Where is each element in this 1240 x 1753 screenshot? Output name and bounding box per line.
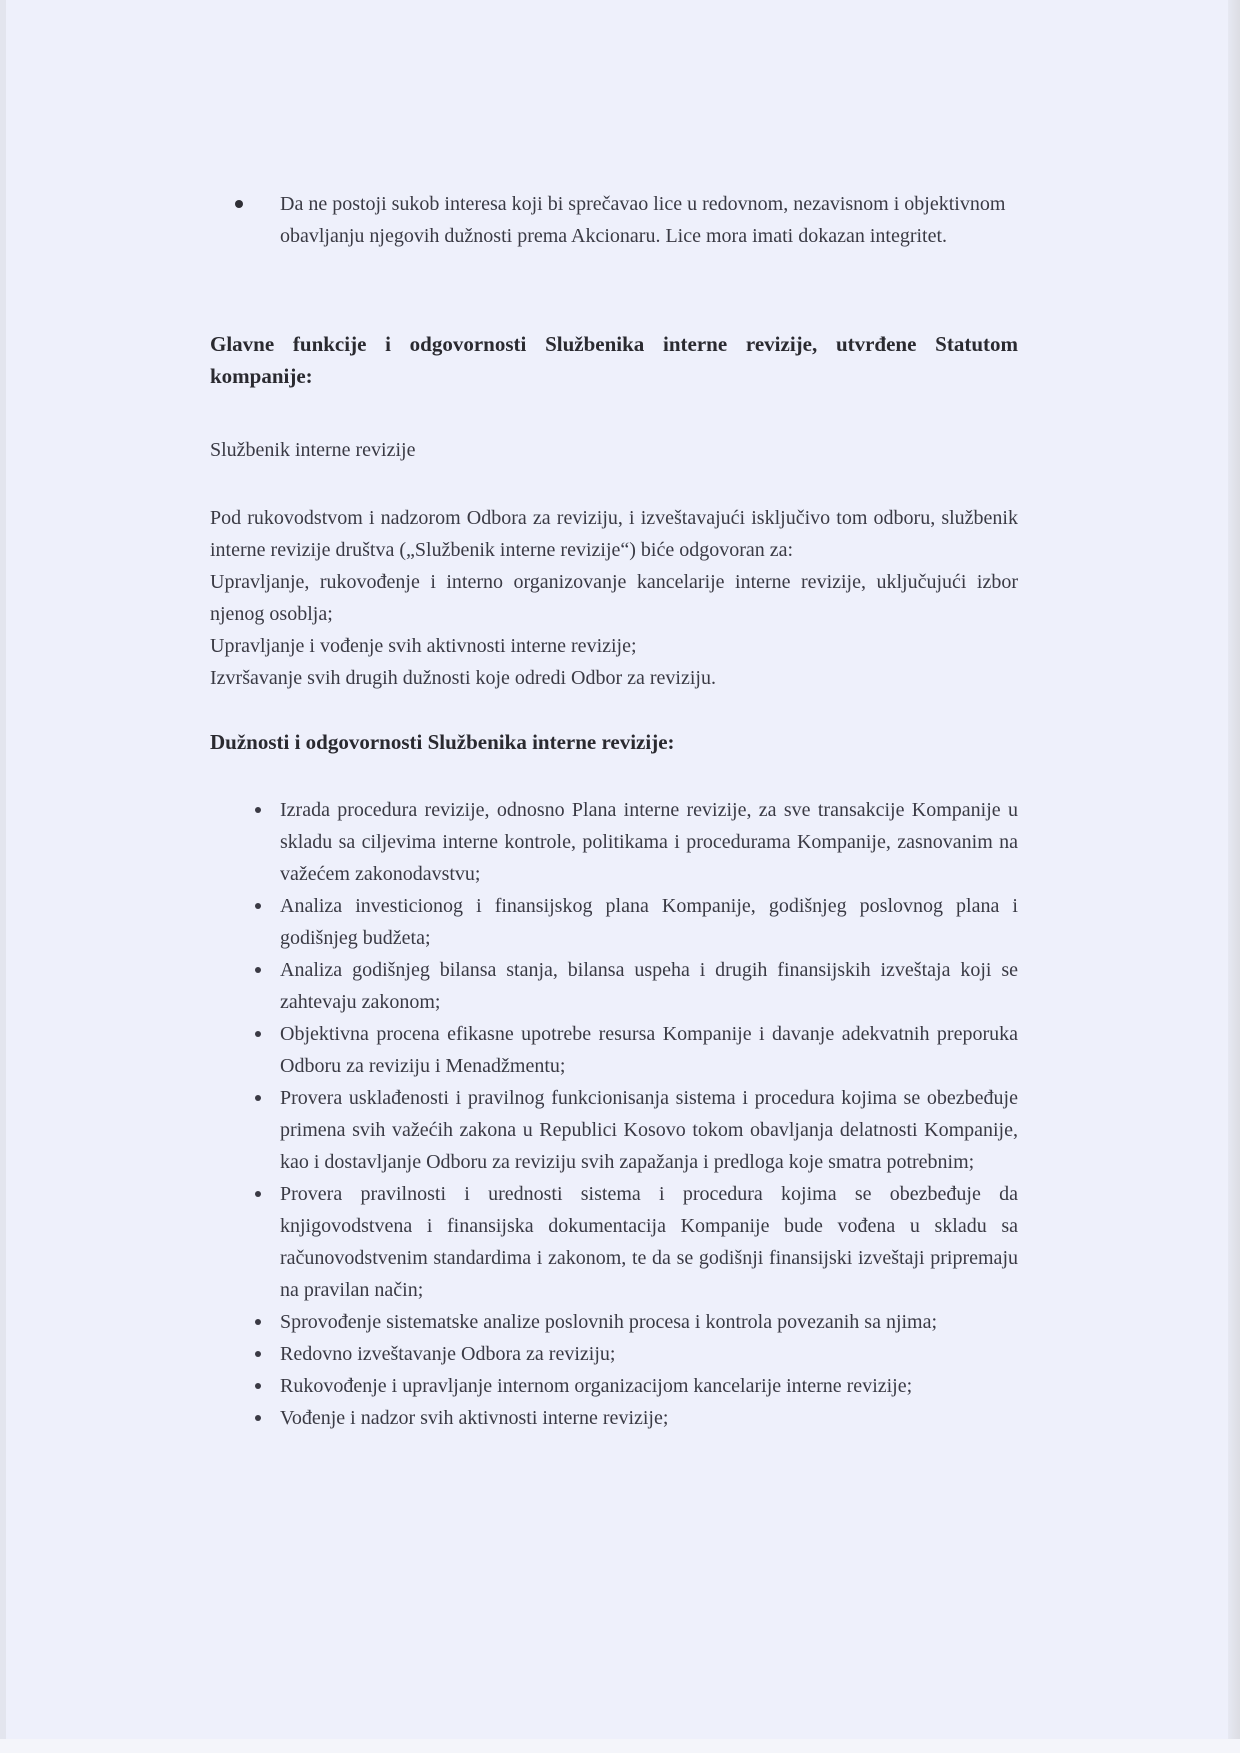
- list-item-text: Objektivna procena efikasne upotrebe resursa Kompanije i davanje adekvatnih preporuka Odboru za reviziju i Menadžmentu;: [280, 1023, 1018, 1077]
- bullet-icon: [255, 1383, 261, 1389]
- section-heading-main-functions: Glavne funkcije i odgovornosti Službenika interne revizije, utvrđene Statutom kompanije:: [210, 332, 1018, 388]
- intro-paragraph: Pod rukovodstvom i nadzorom Odbora za reviziju, i izveštavajući isključivo tom odboru, službenik interne revizije društva („Službenik interne revizije“) biće odgovoran za:: [210, 507, 1018, 561]
- list-item-text: Redovno izveštavanje Odbora za reviziju;: [280, 1343, 616, 1365]
- list-item: Upravljanje i vođenje svih aktivnosti interne revizije;: [210, 635, 637, 657]
- document-page: [210, 188, 1018, 1434]
- bullet-icon: [255, 1415, 261, 1421]
- list-item-text: Sprovođenje sistematske analize poslovnih procesa i kontrola povezanih sa njima;: [280, 1311, 938, 1333]
- scan-edge-right: [1228, 0, 1240, 1740]
- responsibilities-list: [210, 566, 1018, 694]
- list-item-text: Vođenje i nadzor svih aktivnosti interne revizije;: [280, 1407, 669, 1429]
- list-item: [210, 794, 1018, 890]
- list-item-text: Rukovođenje i upravljanje internom organizacijom kancelarije interne revizije;: [280, 1375, 913, 1397]
- bullet-icon: [255, 1095, 261, 1101]
- bullet-icon: [255, 1191, 261, 1197]
- list-item: Upravljanje, rukovođenje i interno organizovanje kancelarije interne revizije, uključujući izbor njenog osoblja;: [210, 571, 1018, 625]
- list-item-text: Da ne postoji sukob interesa koji bi sprečavao lice u redovnom, nezavisnom i objektivnom obavljanju njegovih dužnosti prema Akcionaru. Lice mora imati dokazan integritet.: [280, 193, 1006, 247]
- bullet-icon: [255, 903, 261, 909]
- list-item-text: Provera usklađenosti i pravilnog funkcionisanja sistema i procedura kojima se obezbeđuje primena svih važećih zakona u Republici Kosovo tokom obavljanja delatnosti Kompanije, kao i dostavljanje Odboru za reviziju svih zapažanja i predloga koje smatra potrebnim;: [280, 1087, 1018, 1173]
- list-item-text: Analiza investicionog i finansijskog plana Kompanije, godišnjeg poslovnog plana i godišnjeg budžeta;: [280, 895, 1018, 949]
- list-item-text: Analiza godišnjeg bilansa stanja, bilansa uspeha i drugih finansijskih izveštaja koji se zahtevaju zakonom;: [280, 959, 1018, 1013]
- scan-edge-left: [0, 0, 6, 1753]
- section-subtitle: Službenik interne revizije: [210, 439, 416, 461]
- list-item: [210, 954, 1018, 1018]
- list-item: [210, 1370, 1018, 1402]
- list-item: [210, 1018, 1018, 1082]
- bullet-icon: [235, 200, 243, 208]
- bullet-icon: [255, 1319, 261, 1325]
- list-item: [210, 1306, 1018, 1338]
- bullet-icon: [255, 967, 261, 973]
- bullet-icon: [255, 1351, 261, 1357]
- list-item-text: Izrada procedura revizije, odnosno Plana interne revizije, za sve transakcije Kompanije u skladu sa ciljevima interne kontrole, politikama i procedurama Kompanije, zasnovanim na važećem zakonodavstvu;: [280, 799, 1018, 885]
- list-item: [210, 1178, 1018, 1306]
- list-item: [210, 1082, 1018, 1178]
- list-item: Izvršavanje svih drugih dužnosti koje odredi Odbor za reviziju.: [210, 667, 716, 689]
- list-item: [210, 890, 1018, 954]
- scan-edge-bottom: [0, 1739, 1240, 1753]
- bullet-icon: [255, 1031, 261, 1037]
- bullet-icon: [255, 807, 261, 813]
- list-item-conflict-of-interest: [210, 188, 1018, 252]
- list-item: [210, 1402, 1018, 1434]
- list-item-text: Provera pravilnosti i urednosti sistema i procedura kojima se obezbeđuje da knjigovodstvena i finansijska dokumentacija Kompanije bude vođena u skladu sa računovodstvenim standardima i zakonom, te da se godišnji finansijski izveštaji pripremaju na pravilan način;: [280, 1183, 1018, 1301]
- section-heading-duties: Dužnosti i odgovornosti Službenika interne revizije:: [210, 730, 675, 754]
- list-item: [210, 1338, 1018, 1370]
- duties-list: [210, 794, 1018, 1434]
